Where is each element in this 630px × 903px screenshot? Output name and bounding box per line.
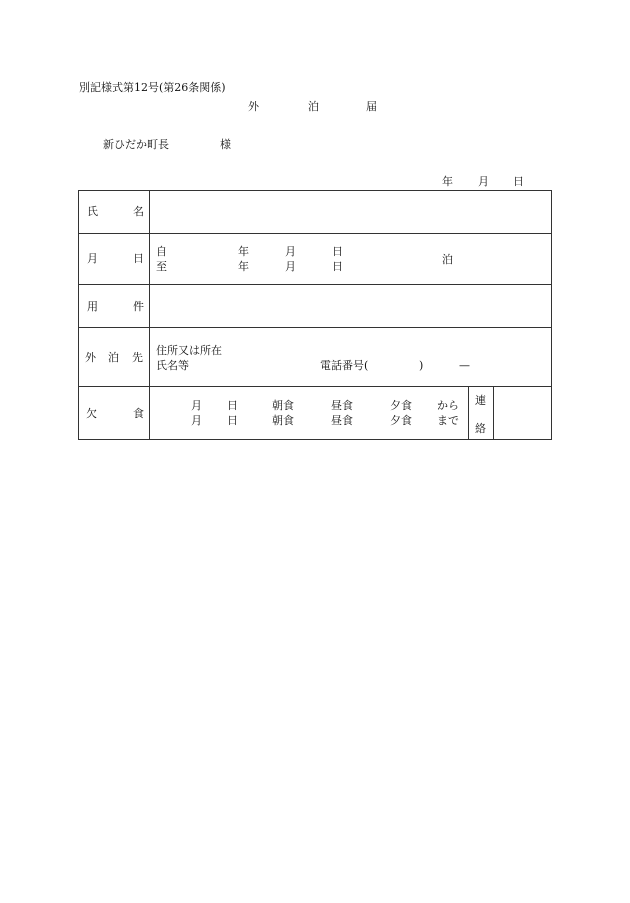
- meals-label-char-1: 欠: [86, 407, 97, 420]
- phone-close-paren: ): [419, 359, 424, 372]
- dates-to-day-label: 日: [332, 260, 343, 273]
- date-month-label: 月: [478, 175, 489, 188]
- meals-until-day-label: 日: [227, 414, 238, 427]
- contact-label-char-2: 絡: [475, 422, 486, 435]
- destination-address-label: 住所又は所在: [156, 344, 222, 357]
- contact-column-divider-right: [493, 386, 494, 440]
- dates-label-char-1: 月: [87, 252, 98, 265]
- meals-until-breakfast: 朝食: [272, 414, 294, 427]
- title-char-3: 届: [366, 100, 377, 113]
- dates-from-year-label: 年: [238, 245, 249, 258]
- nights-label: 泊: [442, 253, 453, 266]
- row-divider-2: [78, 284, 552, 285]
- contact-field[interactable]: [496, 389, 548, 437]
- row-divider-4: [78, 386, 552, 387]
- purpose-field[interactable]: [152, 288, 548, 324]
- meals-from-label: から: [437, 399, 459, 412]
- meals-from-day-label: 日: [227, 399, 238, 412]
- label-column-divider: [149, 190, 150, 440]
- title-char-2: 泊: [308, 100, 319, 113]
- row-divider-1: [78, 233, 552, 234]
- contact-label-char-1: 連: [475, 394, 486, 407]
- meals-from-breakfast: 朝食: [272, 399, 294, 412]
- addressee-honorific: 様: [220, 138, 231, 151]
- purpose-label-char-2: 件: [133, 300, 144, 313]
- date-day-label: 日: [513, 175, 524, 188]
- form-title: [0, 101, 630, 115]
- meals-until-label: まで: [437, 414, 459, 427]
- meals-until-month-label: 月: [191, 414, 202, 427]
- meals-label-char-2: 食: [133, 407, 144, 420]
- dates-to-label: 至: [156, 260, 167, 273]
- destination-person-label: 氏名等: [156, 359, 189, 372]
- meals-until-dinner: 夕食: [390, 414, 412, 427]
- destination-label-char-1: 外: [85, 351, 96, 364]
- title-char-1: 外: [248, 100, 259, 113]
- form-reference: 別記様式第12号(第26条関係): [79, 81, 226, 94]
- dates-from-day-label: 日: [332, 245, 343, 258]
- contact-column-divider-left: [468, 386, 469, 440]
- meals-from-month-label: 月: [191, 399, 202, 412]
- dates-to-year-label: 年: [238, 260, 249, 273]
- purpose-label-char-1: 用: [87, 300, 98, 313]
- dates-label-char-2: 日: [133, 252, 144, 265]
- name-label-char-1: 氏: [87, 205, 98, 218]
- phone-label: 電話番号(: [320, 359, 369, 372]
- row-divider-3: [78, 327, 552, 328]
- dates-from-label: 自: [156, 245, 167, 258]
- meals-until-lunch: 昼食: [331, 414, 353, 427]
- dates-to-month-label: 月: [285, 260, 296, 273]
- dates-from-month-label: 月: [285, 245, 296, 258]
- name-label-char-2: 名: [133, 205, 144, 218]
- addressee: 新ひだか町長: [103, 138, 169, 151]
- destination-label-char-3: 先: [132, 351, 143, 364]
- phone-dash: —: [459, 359, 470, 372]
- destination-label-char-2: 泊: [108, 351, 119, 364]
- name-field[interactable]: [152, 194, 548, 230]
- date-year-label: 年: [442, 175, 453, 188]
- meals-from-lunch: 昼食: [331, 399, 353, 412]
- meals-from-dinner: 夕食: [390, 399, 412, 412]
